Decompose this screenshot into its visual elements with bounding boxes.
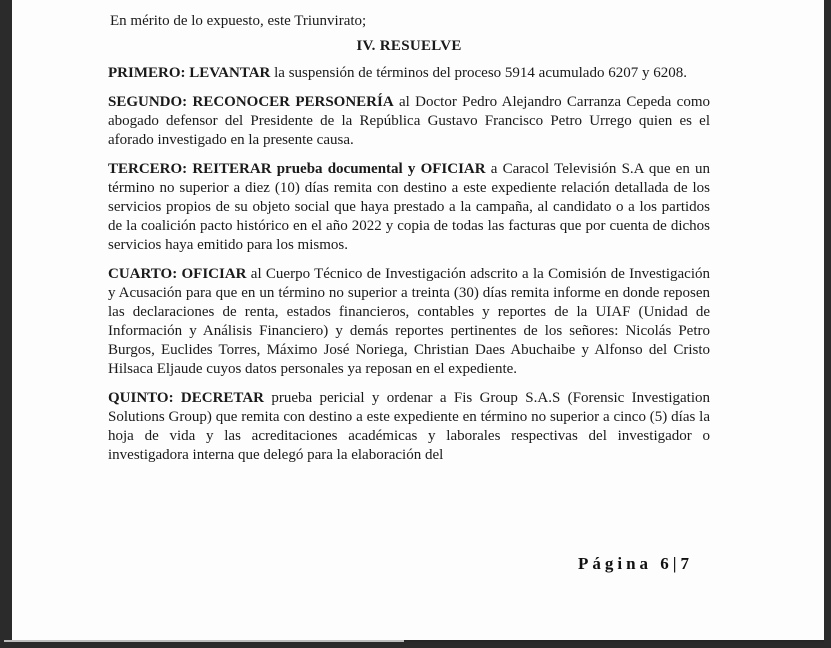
paragraph-text: al Doctor Pedro Alejandro Carranza Cepeda como abogado defensor del Presidente de la República Gustavo Francisco Petro Urrego quien es el aforado investigado en la presente causa. [108, 94, 710, 148]
paragraph-segundo [108, 93, 710, 150]
paragraph-lead: TERCERO: REITERAR prueba documental y OFICIAR [108, 161, 486, 177]
paragraph-lead: QUINTO: DECRETAR [108, 390, 264, 406]
paragraph-lead: SEGUNDO: RECONOCER PERSONERÍA [108, 94, 394, 110]
document-page [12, 0, 824, 640]
paragraph-text: al Cuerpo Técnico de Investigación adscrito a la Comisión de Investigación y Acusación para que en un término no superior a treinta (30) días remita informe en donde reposen las declaraciones de renta, estados financieros, contables y reportes de la UIAF (Unidad de Información y Análisis Financiero) y demás reportes pertinentes de los señores: Nicolás Petro Burgos, Euclides Torres, Máximo José Noriega, Christian Daes Abuchaibe y Alfonso del Cristo Hilsaca Eljaude cuyos datos personales ya reposan en el expediente. [108, 266, 710, 377]
paragraph-quinto [108, 389, 710, 465]
paragraph-primero [108, 64, 710, 83]
paragraph-text: a Caracol Televisión S.A que en un término no superior a diez (10) días remita con destino a este expediente relación detallada de los servicios propios de su objeto social que haya prestado a la campaña, al candidato o a los partidos de la coalición pacto histórico en el año 2022 y copia de todas las facturas que por cuenta de dichos servicios haya emitido para los mismos. [108, 161, 711, 253]
intro-line: En mérito de lo expuesto, este Triunvirato; [110, 13, 367, 29]
section-heading: IV. RESUELVE [356, 38, 462, 54]
window-edge [824, 0, 831, 648]
page-number: Página 6|7 [578, 554, 694, 573]
paragraph-tercero [108, 160, 710, 255]
page-divider [4, 640, 404, 642]
paragraph-text: la suspensión de términos del proceso 5914 acumulado 6207 y 6208. [270, 65, 687, 81]
paragraph-lead: CUARTO: OFICIAR [108, 266, 247, 282]
paragraph-lead: PRIMERO: LEVANTAR [108, 65, 271, 81]
paragraph-text: prueba pericial y ordenar a Fis Group S.A.S (Forensic Investigation Solutions Group) que remita con destino a este expediente en término no superior a cinco (5) días la hoja de vida y las acreditaciones académicas y laborales respectivas del investigador o investigadora interna que delegó para la elaboración del [108, 390, 710, 463]
document-body [108, 12, 710, 475]
paragraph-cuarto [108, 265, 710, 379]
